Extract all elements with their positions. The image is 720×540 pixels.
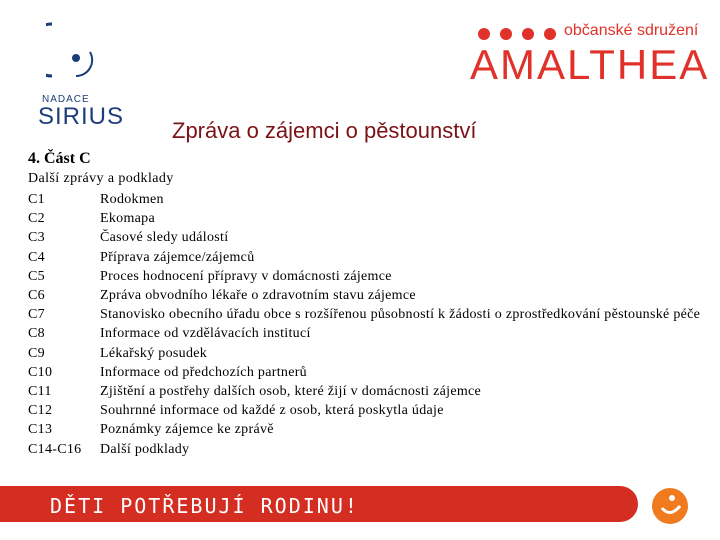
item-description: Informace od předchozích partnerů [100,364,307,380]
list-item [28,324,708,343]
item-description: Příprava zájemce/zájemců [100,249,255,265]
sirius-logo [32,18,125,130]
amalthea-dots-icon [476,26,560,42]
list-item [28,305,708,324]
item-description: Další podklady [100,441,190,457]
list-item [28,248,708,267]
list-item [28,286,708,305]
item-code: C3 [28,230,45,246]
item-code: C7 [28,307,45,323]
item-code: C5 [28,268,45,284]
list-item [28,363,708,382]
sirius-logo-line2: SIRIUS [38,103,125,130]
item-code: C12 [28,403,53,419]
item-code: C4 [28,249,45,265]
item-description: Zjištění a postřehy dalších osob, které žijí v domácnosti zájemce [100,384,482,400]
item-description: Rodokmen [100,192,164,207]
item-description: Informace od vzdělávacích institucí [100,326,311,342]
list-item [28,190,708,209]
item-description: Proces hodnocení přípravy v domácnosti zájemce [100,268,392,284]
item-code: C14-C16 [28,441,82,457]
list-item [28,228,708,247]
item-code: C13 [28,422,53,438]
item-description: Ekomapa [100,211,155,227]
item-description: Poznámky zájemce ke zprávě [100,422,274,438]
page-title: Zpráva o zájemci o pěstounství [172,118,477,143]
sirius-logo-line1: NADACE [42,94,90,105]
list-item [28,382,708,401]
list-item [28,344,708,363]
sirius-mark-icon [46,18,106,90]
intro-text: Další zprávy a podklady [28,171,174,186]
item-code: C2 [28,211,45,227]
document-list [28,190,708,459]
item-code: C9 [28,345,45,361]
item-code: C1 [28,192,45,207]
item-code: C10 [28,364,53,380]
list-item [28,209,708,228]
list-item [28,401,708,420]
list-item [28,420,708,439]
item-description: Zpráva obvodního lékaře o zdravotním stavu zájemce [100,288,416,304]
item-description: Souhrnné informace od každé z osob, která poskytla údaje [100,403,444,419]
circle-swoosh-icon [650,486,690,526]
amalthea-brand: AMALTHEA [470,41,710,88]
section-heading: 4. Část C [28,150,91,167]
amalthea-subtitle: občanské sdružení [564,22,699,39]
amalthea-logo [470,22,710,92]
banner-text: DĚTI POTŘEBUJÍ RODINU! [50,494,359,518]
item-code: C11 [28,384,52,400]
item-code: C8 [28,326,45,342]
bottom-banner [0,486,638,522]
item-description: Lékařský posudek [100,345,208,361]
list-item [28,267,708,286]
item-description: Časové sledy událostí [100,230,229,246]
list-item [28,440,708,459]
item-description: Stanovisko obecního úřadu obce s rozšířenou působností k žádosti o zprostředkování pěstounské péče [100,307,701,323]
item-code: C6 [28,288,45,304]
